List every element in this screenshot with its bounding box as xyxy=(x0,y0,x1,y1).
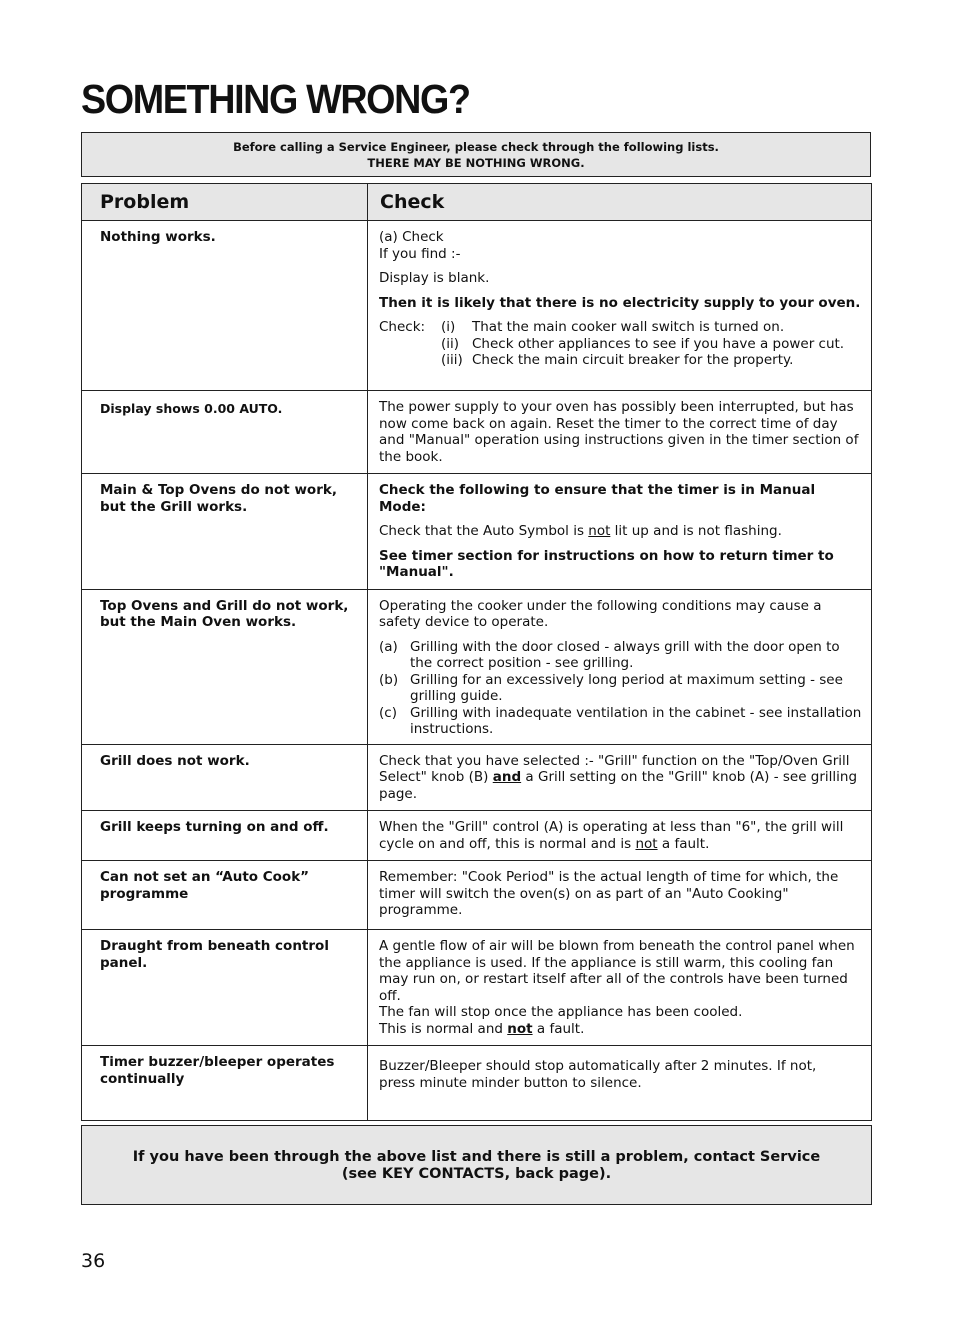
check-cell xyxy=(368,744,872,811)
list-item: (iii) Check the main circuit breaker for the property. xyxy=(441,352,794,368)
problem-cell: Timer buzzer/bleeper operates continually xyxy=(82,1046,368,1121)
list-item: (i) That the main cooker wall switch is turned on. xyxy=(441,319,785,335)
problem-cell: Display shows 0.00 AUTO. xyxy=(82,391,368,474)
check-text: Operating the cooker under the following conditions may cause a safety device to operate. xyxy=(379,597,822,630)
troubleshooting-table xyxy=(81,183,872,1121)
table-row xyxy=(82,861,872,930)
table-row xyxy=(82,391,872,474)
check-cell xyxy=(368,1046,872,1121)
table-row xyxy=(82,1046,872,1121)
check-text: The power supply to your oven has possibly been interrupted, but has now come back on again. Reset the timer to the correct time of day and "Manual" operation using instructions given in the timer section of the book. xyxy=(379,399,859,465)
notice-line-2: THERE MAY BE NOTHING WRONG. xyxy=(367,156,585,170)
table-row xyxy=(82,744,872,811)
check-text: Buzzer/Bleeper should stop automatically after 2 minutes. If not, press minute minder button to silence. xyxy=(379,1058,817,1091)
table-row xyxy=(82,589,872,744)
problem-cell: Draught from beneath control panel. xyxy=(82,930,368,1046)
table-row xyxy=(82,221,872,391)
check-text: A gentle flow of air will be blown from beneath the control panel when the appliance is used. If the appliance is still warm, this cooling fan may run on, or restart itself after all of the controls have been turned off. The fan will stop once the appliance has been cooled. This is normal and not a fault. xyxy=(379,938,855,1037)
list-item: (a) Grilling with the door closed - always grill with the door open to the correct position - see grilling. xyxy=(379,638,840,671)
check-text: Check that the Auto Symbol is not lit up and is not flashing. xyxy=(379,523,782,539)
notice-box xyxy=(81,132,871,177)
table-row xyxy=(82,930,872,1046)
check-list xyxy=(379,319,865,369)
problem-cell: Grill does not work. xyxy=(82,744,368,811)
contact-service-box xyxy=(81,1125,872,1205)
check-text: Remember: "Cook Period" is the actual length of time for which, the timer will switch the oven(s) on as part of an "Auto Cooking" programme. xyxy=(379,869,839,918)
check-text-bold: See timer section for instructions on how to return timer to "Manual". xyxy=(379,547,834,580)
check-cell xyxy=(368,391,872,474)
problem-cell: Nothing works. xyxy=(82,221,368,391)
list-item: (c) Grilling with inadequate ventilation in the cabinet - see installation instructions. xyxy=(379,704,862,737)
check-cell xyxy=(368,474,872,590)
check-text: If you find :- xyxy=(379,245,461,262)
list-item: (b) Grilling for an excessively long period at maximum setting - see grilling guide. xyxy=(379,671,843,704)
table-row xyxy=(82,811,872,861)
contact-line-2: (see KEY CONTACTS, back page). xyxy=(341,1166,612,1182)
header-problem: Problem xyxy=(82,184,368,221)
table-header-row xyxy=(82,184,872,221)
check-cell xyxy=(368,221,872,391)
table-row xyxy=(82,474,872,590)
check-cell xyxy=(368,589,872,744)
check-text: Display is blank. xyxy=(379,270,490,286)
page-number: 36 xyxy=(81,1250,106,1272)
check-text-bold: Check the following to ensure that the timer is in Manual Mode: xyxy=(379,482,816,515)
check-lead: Check: xyxy=(379,319,426,335)
check-text: (a) Check xyxy=(379,229,444,245)
problem-cell: Grill keeps turning on and off. xyxy=(82,811,368,861)
problem-cell: Main & Top Ovens do not work, but the Grill works. xyxy=(82,474,368,590)
contact-line-1: If you have been through the above list and there is still a problem, contact Service xyxy=(132,1149,821,1165)
notice-line-1: Before calling a Service Engineer, please check through the following lists. xyxy=(233,140,719,154)
check-text-bold: Then it is likely that there is no electricity supply to your oven. xyxy=(379,294,861,311)
check-text: When the "Grill" control (A) is operating at less than "6", the grill will cycle on and off, this is normal and is not a fault. xyxy=(379,819,844,852)
header-check: Check xyxy=(368,184,872,221)
problem-cell: Can not set an “Auto Cook” programme xyxy=(82,861,368,930)
check-text: Check that you have selected :- "Grill" function on the "Top/Oven Grill Select" knob (B) and a Grill setting on the "Grill" knob (A) - see grilling page. xyxy=(379,752,858,802)
check-cell xyxy=(368,861,872,930)
check-cell xyxy=(368,811,872,861)
page-title: SOMETHING WRONG? xyxy=(81,76,470,122)
check-cell xyxy=(368,930,872,1046)
list-item: (ii) Check other appliances to see if you have a power cut. xyxy=(441,335,845,352)
problem-cell: Top Ovens and Grill do not work, but the Main Oven works. xyxy=(82,589,368,744)
